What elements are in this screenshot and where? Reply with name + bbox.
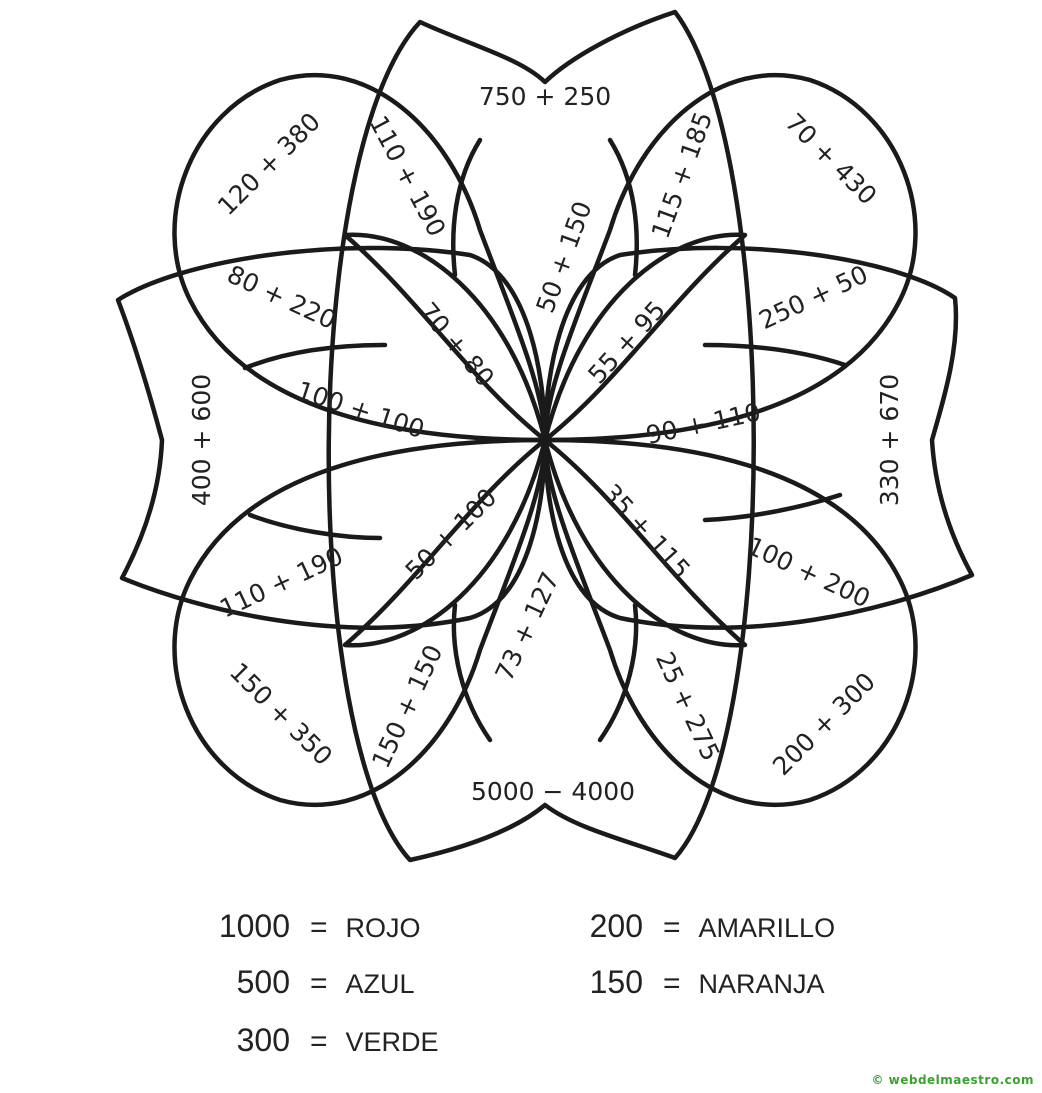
expr-bottom: 5000 − 4000 <box>470 777 636 806</box>
legend-color-name: AZUL <box>345 969 415 999</box>
legend-value: 200 <box>589 908 643 944</box>
expr-tl-top: 110 + 190 <box>363 110 452 242</box>
divider-left-lower <box>250 515 380 538</box>
legend-color-name: NARANJA <box>698 969 825 999</box>
expr-tr-right: 250 + 50 <box>754 259 873 336</box>
credit-watermark[interactable]: © webdelmaestro.com <box>871 1073 1034 1087</box>
expr-petal-se: 35 + 115 <box>596 478 697 585</box>
legend-value: 300 <box>236 1022 290 1058</box>
expr-petal-ne: 55 + 95 <box>582 295 672 390</box>
equals-sign: = <box>310 911 328 944</box>
expr-bl-bottom: 150 + 150 <box>366 640 449 773</box>
expr-tl-left: 80 + 220 <box>222 259 341 336</box>
equals-sign: = <box>310 967 328 1000</box>
expr-bl-outer: 150 + 350 <box>223 656 339 772</box>
expr-br-bottom: 25 + 275 <box>649 647 726 766</box>
legend-entry-1000 <box>205 908 421 945</box>
expr-top: 750 + 250 <box>478 82 612 111</box>
legend-color-name: AMARILLO <box>698 913 836 943</box>
equals-sign: = <box>310 1025 328 1058</box>
expr-tr-outer: 70 + 430 <box>779 107 883 211</box>
legend-entry-300 <box>205 1022 439 1059</box>
equals-sign: = <box>663 911 681 944</box>
expr-bl-left: 110 + 190 <box>215 541 348 624</box>
expr-petal-sw: 50 + 100 <box>399 482 503 586</box>
divider-left-upper <box>245 345 385 368</box>
expr-br-outer: 200 + 300 <box>766 666 882 782</box>
legend-color-name: ROJO <box>345 913 421 943</box>
expr-right: 330 + 670 <box>875 373 904 507</box>
expr-center-bottom: 73 + 127 <box>489 567 566 686</box>
legend-entry-500 <box>205 964 415 1001</box>
expr-tr-top: 115 + 185 <box>645 107 719 243</box>
equals-sign: = <box>663 967 681 1000</box>
legend-value: 1000 <box>218 908 290 944</box>
legend-color-name: VERDE <box>345 1027 439 1057</box>
expr-left: 400 + 600 <box>187 373 216 507</box>
expr-center-left: 100 + 100 <box>293 375 429 445</box>
legend-entry-200 <box>565 908 835 945</box>
expr-petal-nw: 70 + 80 <box>413 296 500 393</box>
legend-value: 500 <box>236 964 290 1000</box>
legend-value: 150 <box>589 964 643 1000</box>
expr-br-right: 100 + 200 <box>742 531 875 614</box>
expr-tl-outer: 120 + 380 <box>211 106 327 222</box>
divider-right-upper <box>705 345 845 365</box>
expr-center-right: 90 + 110 <box>643 397 764 450</box>
expr-center-top: 50 + 150 <box>530 197 598 317</box>
legend-entry-150 <box>565 964 825 1001</box>
